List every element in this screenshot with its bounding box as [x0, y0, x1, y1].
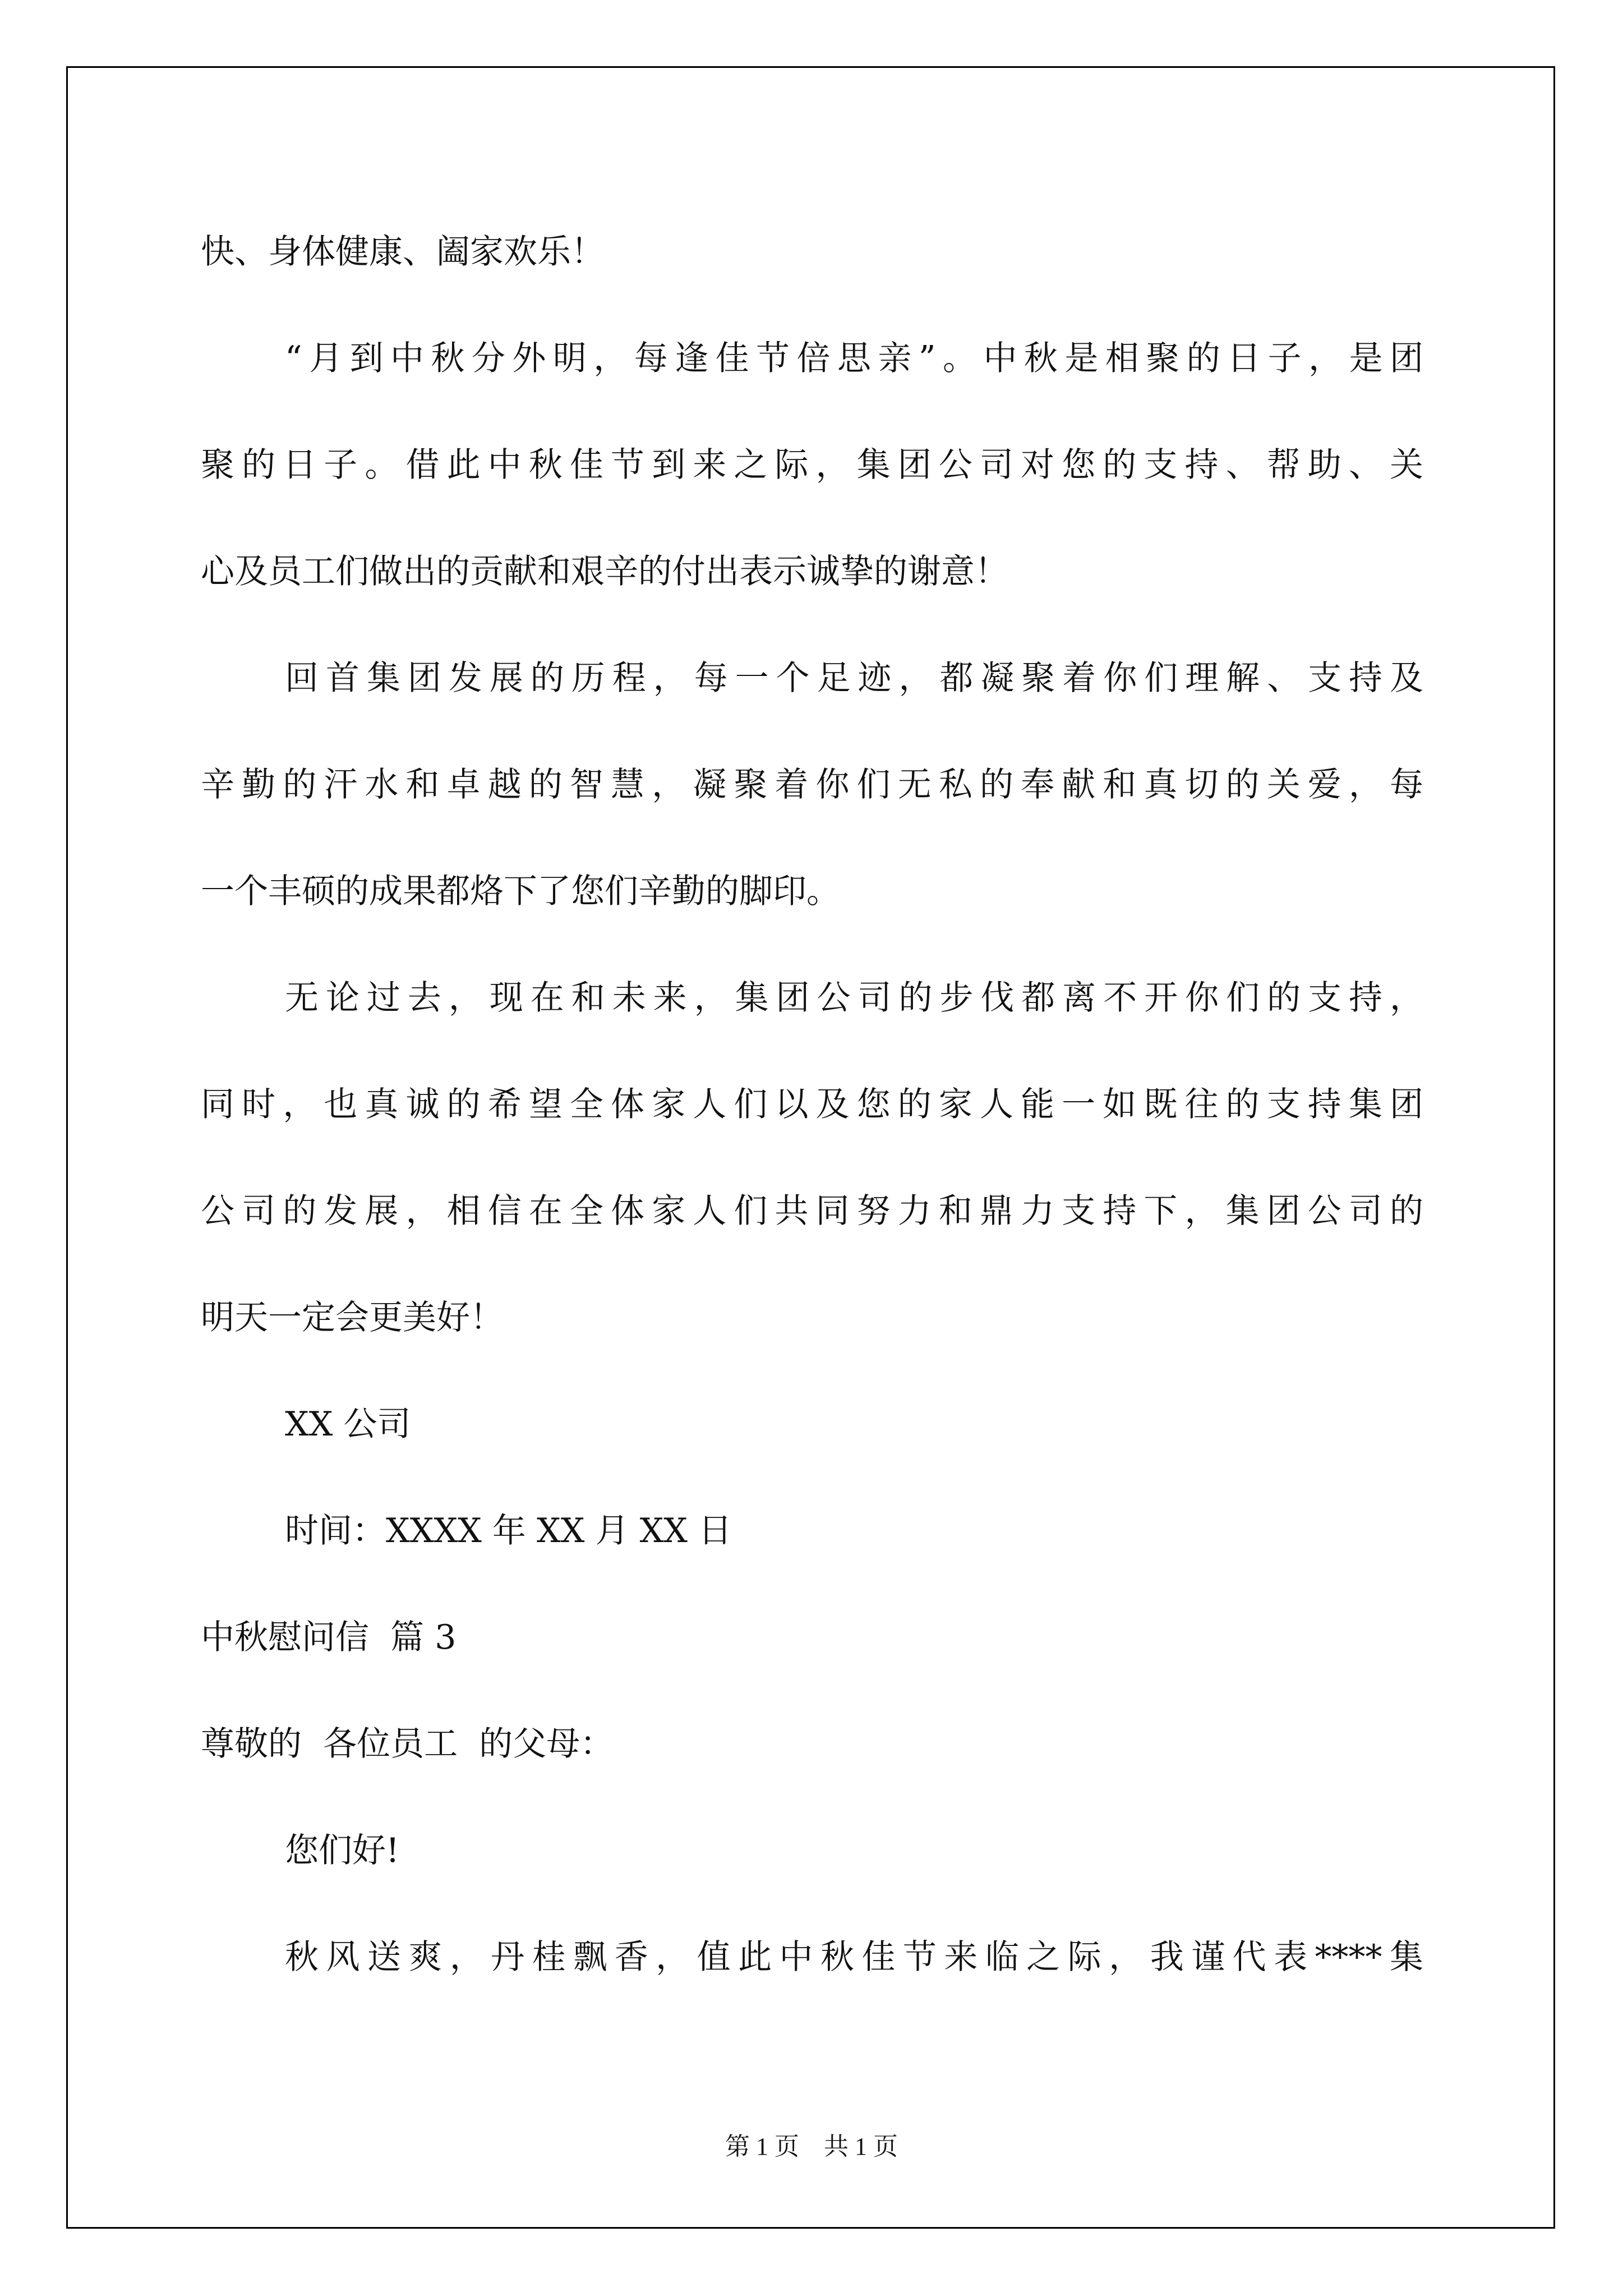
text-line-5: 回首集团发展的历程，每一个足迹，都凝聚着你们理解、支持及 [285, 659, 1423, 698]
text-line-4: 心及员工们做出的贡献和艰辛的付出表示诚挚的谢意！ [201, 552, 1008, 591]
text-line-3: 聚的日子。借此中秋佳节到来之际，集团公司对您的支持、帮助、关 [201, 445, 1423, 485]
greeting: 您们好! [285, 1831, 400, 1870]
text-line-11: 明天一定会更美好！ [201, 1298, 504, 1337]
text-line-7: 一个丰硕的成果都烙下了您们辛勤的脚印。 [201, 872, 840, 911]
text-line-1: 快、身体健康、阖家欢乐！ [201, 232, 605, 272]
text-line-10: 公司的发展，相信在全体家人们共同努力和鼎力支持下，集团公司的 [201, 1191, 1423, 1231]
page-footer: 第 1 页 共 1 页 [725, 2133, 898, 2160]
text-line-9: 同时，也真诚的希望全体家人们以及您的家人能一如既往的支持集团 [201, 1085, 1423, 1124]
salutation: 尊敬的 各位员工 的父母： [201, 1724, 614, 1764]
text-line-date: 时间：XXXX 年 XX 月 XX 日 [285, 1511, 732, 1550]
section-heading: 中秋慰问信 篇 3 [201, 1618, 457, 1657]
text-line-2: “月到中秋分外明，每逢佳节倍思亲”。中秋是相聚的日子，是团 [285, 339, 1423, 378]
text-line-17: 秋风送爽，丹桂飘香，值此中秋佳节来临之际，我谨代表****集 [285, 1938, 1423, 1977]
text-line-8: 无论过去，现在和未来，集团公司的步伐都离不开你们的支持， [285, 978, 1423, 1018]
text-line-company: XX 公司 [285, 1405, 411, 1444]
text-line-6: 辛勤的汗水和卓越的智慧，凝聚着你们无私的奉献和真切的关爱，每 [201, 765, 1423, 804]
